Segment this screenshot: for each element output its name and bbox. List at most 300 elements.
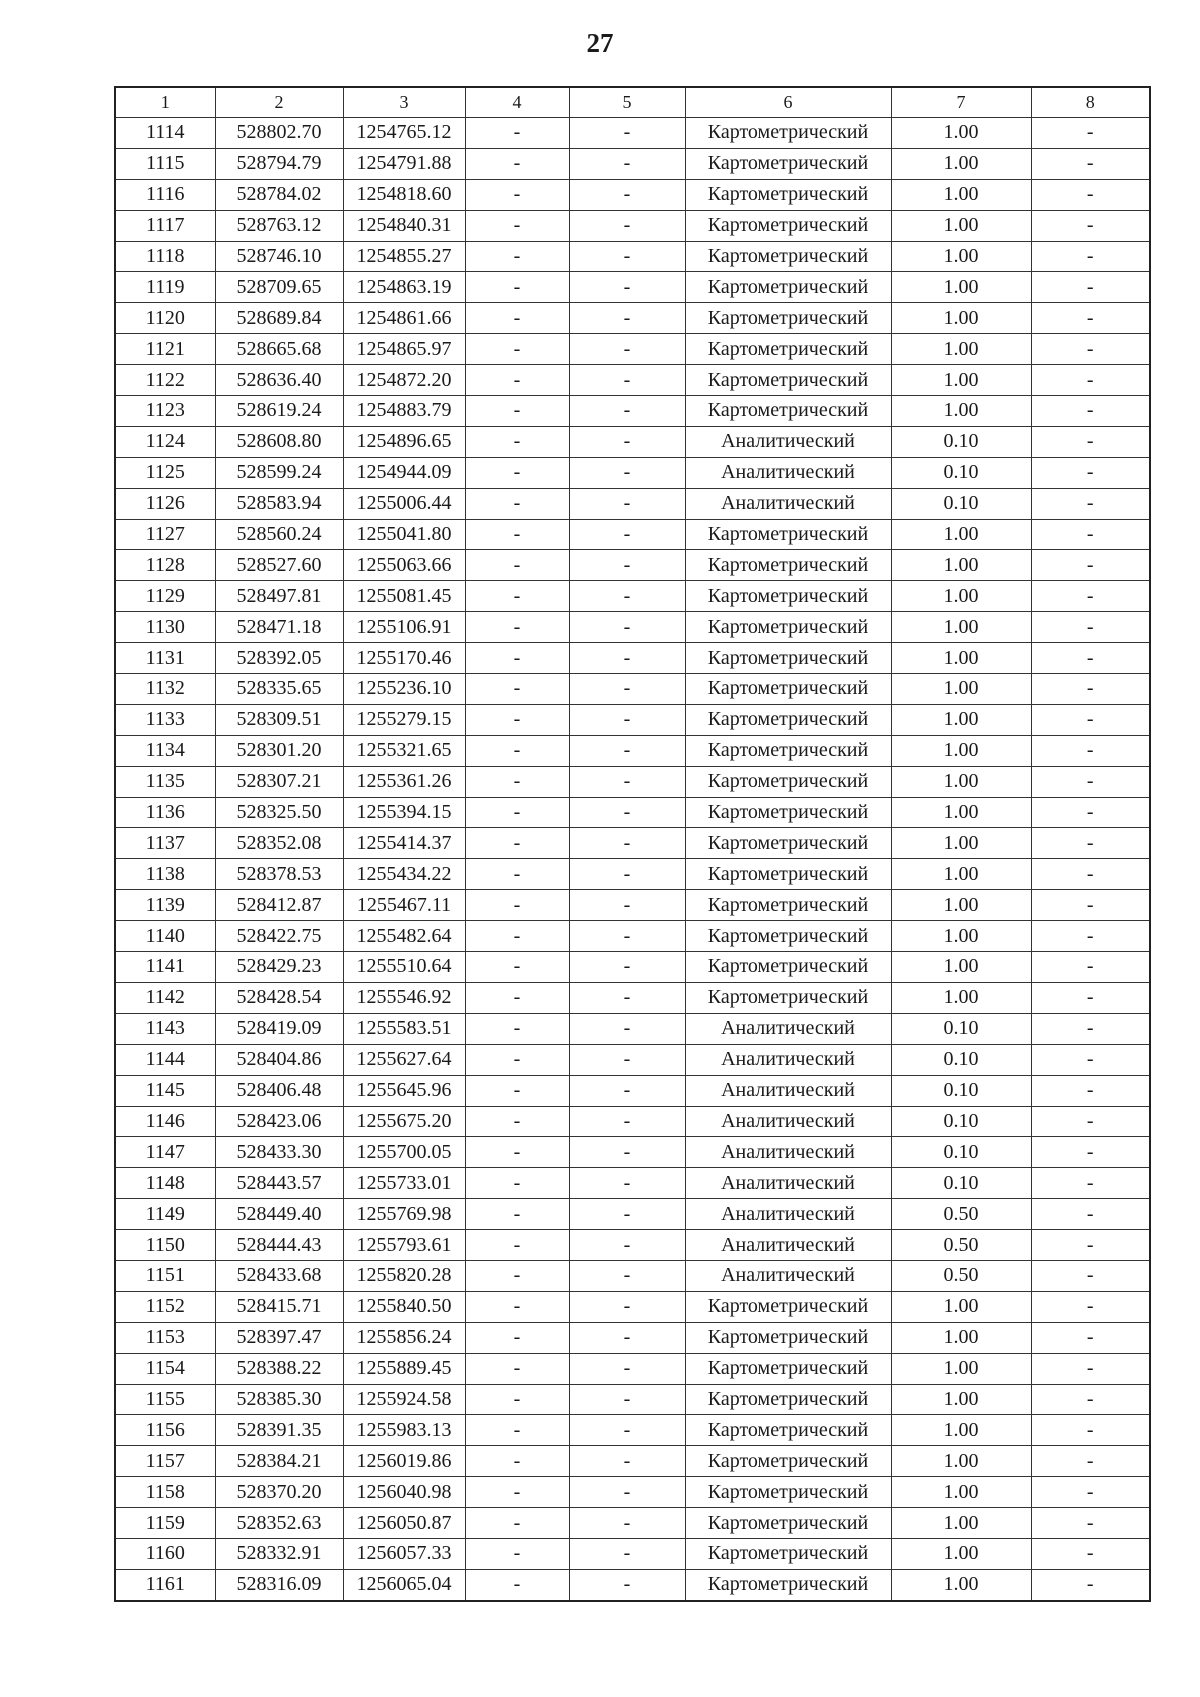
cell-method: Аналитический xyxy=(685,426,891,457)
cell-col-5: - xyxy=(569,148,685,179)
cell-col-8: - xyxy=(1031,1199,1150,1230)
cell-x-coordinate: 528619.24 xyxy=(215,396,343,427)
cell-point-number: 1146 xyxy=(115,1106,215,1137)
cell-col-5: - xyxy=(569,426,685,457)
cell-y-coordinate: 1255793.61 xyxy=(343,1230,465,1261)
cell-y-coordinate: 1254883.79 xyxy=(343,396,465,427)
cell-col-8: - xyxy=(1031,1353,1150,1384)
column-header: 7 xyxy=(891,87,1031,118)
table-row xyxy=(115,1446,1150,1477)
cell-accuracy: 0.10 xyxy=(891,1168,1031,1199)
cell-y-coordinate: 1255840.50 xyxy=(343,1291,465,1322)
cell-col-5: - xyxy=(569,519,685,550)
cell-method: Картометрический xyxy=(685,643,891,674)
cell-col-8: - xyxy=(1031,1415,1150,1446)
cell-y-coordinate: 1255414.37 xyxy=(343,828,465,859)
cell-x-coordinate: 528406.48 xyxy=(215,1075,343,1106)
cell-method: Картометрический xyxy=(685,179,891,210)
cell-point-number: 1115 xyxy=(115,148,215,179)
cell-point-number: 1122 xyxy=(115,365,215,396)
cell-y-coordinate: 1255627.64 xyxy=(343,1044,465,1075)
cell-x-coordinate: 528415.71 xyxy=(215,1291,343,1322)
cell-col-4: - xyxy=(465,1199,569,1230)
cell-accuracy: 1.00 xyxy=(891,797,1031,828)
cell-y-coordinate: 1255510.64 xyxy=(343,952,465,983)
cell-col-5: - xyxy=(569,241,685,272)
cell-x-coordinate: 528412.87 xyxy=(215,890,343,921)
cell-y-coordinate: 1255106.91 xyxy=(343,612,465,643)
table-row xyxy=(115,1260,1150,1291)
cell-method: Картометрический xyxy=(685,396,891,427)
cell-col-5: - xyxy=(569,272,685,303)
cell-point-number: 1114 xyxy=(115,118,215,149)
cell-col-4: - xyxy=(465,1384,569,1415)
cell-col-5: - xyxy=(569,1477,685,1508)
table-row xyxy=(115,704,1150,735)
cell-x-coordinate: 528444.43 xyxy=(215,1230,343,1261)
cell-x-coordinate: 528307.21 xyxy=(215,766,343,797)
table-row xyxy=(115,1384,1150,1415)
cell-col-8: - xyxy=(1031,334,1150,365)
cell-method: Картометрический xyxy=(685,241,891,272)
cell-accuracy: 1.00 xyxy=(891,704,1031,735)
column-header: 4 xyxy=(465,87,569,118)
cell-accuracy: 1.00 xyxy=(891,581,1031,612)
cell-col-8: - xyxy=(1031,488,1150,519)
cell-point-number: 1134 xyxy=(115,735,215,766)
cell-y-coordinate: 1255321.65 xyxy=(343,735,465,766)
cell-accuracy: 1.00 xyxy=(891,210,1031,241)
cell-y-coordinate: 1255236.10 xyxy=(343,674,465,705)
cell-point-number: 1155 xyxy=(115,1384,215,1415)
cell-method: Аналитический xyxy=(685,1199,891,1230)
cell-col-8: - xyxy=(1031,1322,1150,1353)
cell-col-5: - xyxy=(569,1353,685,1384)
cell-col-5: - xyxy=(569,210,685,241)
cell-point-number: 1127 xyxy=(115,519,215,550)
cell-y-coordinate: 1255006.44 xyxy=(343,488,465,519)
cell-method: Картометрический xyxy=(685,334,891,365)
cell-x-coordinate: 528449.40 xyxy=(215,1199,343,1230)
cell-col-4: - xyxy=(465,118,569,149)
cell-x-coordinate: 528385.30 xyxy=(215,1384,343,1415)
cell-col-8: - xyxy=(1031,612,1150,643)
cell-point-number: 1147 xyxy=(115,1137,215,1168)
column-header: 2 xyxy=(215,87,343,118)
cell-col-4: - xyxy=(465,1260,569,1291)
cell-col-8: - xyxy=(1031,797,1150,828)
cell-y-coordinate: 1254855.27 xyxy=(343,241,465,272)
cell-method: Картометрический xyxy=(685,828,891,859)
cell-col-8: - xyxy=(1031,1538,1150,1569)
cell-method: Картометрический xyxy=(685,1384,891,1415)
cell-col-8: - xyxy=(1031,1106,1150,1137)
cell-y-coordinate: 1254861.66 xyxy=(343,303,465,334)
cell-x-coordinate: 528384.21 xyxy=(215,1446,343,1477)
cell-y-coordinate: 1254872.20 xyxy=(343,365,465,396)
cell-col-8: - xyxy=(1031,148,1150,179)
table-row xyxy=(115,1106,1150,1137)
cell-col-4: - xyxy=(465,1353,569,1384)
cell-x-coordinate: 528325.50 xyxy=(215,797,343,828)
cell-col-4: - xyxy=(465,148,569,179)
cell-x-coordinate: 528665.68 xyxy=(215,334,343,365)
cell-x-coordinate: 528332.91 xyxy=(215,1538,343,1569)
cell-col-8: - xyxy=(1031,982,1150,1013)
cell-y-coordinate: 1254865.97 xyxy=(343,334,465,365)
cell-col-8: - xyxy=(1031,1569,1150,1600)
cell-col-8: - xyxy=(1031,365,1150,396)
cell-point-number: 1140 xyxy=(115,921,215,952)
cell-col-4: - xyxy=(465,982,569,1013)
cell-col-8: - xyxy=(1031,890,1150,921)
cell-col-5: - xyxy=(569,643,685,674)
cell-method: Картометрический xyxy=(685,612,891,643)
table-row xyxy=(115,303,1150,334)
cell-col-8: - xyxy=(1031,1477,1150,1508)
table-row xyxy=(115,859,1150,890)
cell-col-4: - xyxy=(465,674,569,705)
cell-accuracy: 1.00 xyxy=(891,241,1031,272)
cell-accuracy: 1.00 xyxy=(891,303,1031,334)
cell-col-8: - xyxy=(1031,396,1150,427)
cell-col-5: - xyxy=(569,612,685,643)
cell-y-coordinate: 1255063.66 xyxy=(343,550,465,581)
table-row xyxy=(115,952,1150,983)
page-number: 27 xyxy=(586,28,614,58)
cell-col-5: - xyxy=(569,550,685,581)
cell-point-number: 1144 xyxy=(115,1044,215,1075)
cell-method: Картометрический xyxy=(685,1322,891,1353)
cell-col-5: - xyxy=(569,1322,685,1353)
cell-col-8: - xyxy=(1031,457,1150,488)
cell-col-8: - xyxy=(1031,735,1150,766)
table-header-row xyxy=(115,87,1150,118)
cell-x-coordinate: 528391.35 xyxy=(215,1415,343,1446)
cell-y-coordinate: 1255583.51 xyxy=(343,1013,465,1044)
cell-x-coordinate: 528352.08 xyxy=(215,828,343,859)
table-row xyxy=(115,241,1150,272)
cell-method: Аналитический xyxy=(685,1075,891,1106)
cell-col-4: - xyxy=(465,735,569,766)
column-header: 3 xyxy=(343,87,465,118)
cell-y-coordinate: 1256050.87 xyxy=(343,1508,465,1539)
cell-col-8: - xyxy=(1031,519,1150,550)
cell-col-4: - xyxy=(465,365,569,396)
cell-x-coordinate: 528763.12 xyxy=(215,210,343,241)
cell-method: Картометрический xyxy=(685,519,891,550)
cell-col-4: - xyxy=(465,890,569,921)
cell-col-8: - xyxy=(1031,118,1150,149)
cell-col-5: - xyxy=(569,704,685,735)
cell-point-number: 1124 xyxy=(115,426,215,457)
cell-col-5: - xyxy=(569,735,685,766)
column-header: 5 xyxy=(569,87,685,118)
table-row xyxy=(115,982,1150,1013)
cell-method: Картометрический xyxy=(685,952,891,983)
cell-y-coordinate: 1256019.86 xyxy=(343,1446,465,1477)
cell-point-number: 1161 xyxy=(115,1569,215,1600)
cell-point-number: 1152 xyxy=(115,1291,215,1322)
cell-x-coordinate: 528560.24 xyxy=(215,519,343,550)
cell-x-coordinate: 528608.80 xyxy=(215,426,343,457)
table-row xyxy=(115,921,1150,952)
cell-y-coordinate: 1256040.98 xyxy=(343,1477,465,1508)
cell-col-4: - xyxy=(465,643,569,674)
cell-method: Картометрический xyxy=(685,766,891,797)
cell-col-4: - xyxy=(465,797,569,828)
table-row xyxy=(115,1415,1150,1446)
cell-accuracy: 0.50 xyxy=(891,1199,1031,1230)
cell-x-coordinate: 528636.40 xyxy=(215,365,343,396)
cell-point-number: 1137 xyxy=(115,828,215,859)
cell-accuracy: 1.00 xyxy=(891,148,1031,179)
cell-col-5: - xyxy=(569,1013,685,1044)
cell-col-8: - xyxy=(1031,1291,1150,1322)
cell-col-5: - xyxy=(569,1538,685,1569)
coordinates-table xyxy=(114,86,1151,1602)
cell-method: Картометрический xyxy=(685,797,891,828)
cell-col-5: - xyxy=(569,179,685,210)
cell-y-coordinate: 1255081.45 xyxy=(343,581,465,612)
table-row xyxy=(115,612,1150,643)
cell-col-5: - xyxy=(569,303,685,334)
cell-method: Аналитический xyxy=(685,1106,891,1137)
cell-y-coordinate: 1255733.01 xyxy=(343,1168,465,1199)
cell-col-5: - xyxy=(569,1260,685,1291)
cell-point-number: 1118 xyxy=(115,241,215,272)
cell-y-coordinate: 1254840.31 xyxy=(343,210,465,241)
table-row xyxy=(115,1075,1150,1106)
cell-x-coordinate: 528443.57 xyxy=(215,1168,343,1199)
cell-col-5: - xyxy=(569,1230,685,1261)
cell-point-number: 1141 xyxy=(115,952,215,983)
cell-point-number: 1160 xyxy=(115,1538,215,1569)
cell-method: Аналитический xyxy=(685,1168,891,1199)
table-row xyxy=(115,1168,1150,1199)
cell-x-coordinate: 528433.30 xyxy=(215,1137,343,1168)
cell-point-number: 1117 xyxy=(115,210,215,241)
cell-col-5: - xyxy=(569,766,685,797)
cell-method: Картометрический xyxy=(685,303,891,334)
cell-point-number: 1145 xyxy=(115,1075,215,1106)
cell-x-coordinate: 528428.54 xyxy=(215,982,343,1013)
cell-y-coordinate: 1254863.19 xyxy=(343,272,465,303)
cell-x-coordinate: 528378.53 xyxy=(215,859,343,890)
cell-x-coordinate: 528527.60 xyxy=(215,550,343,581)
table-row xyxy=(115,1137,1150,1168)
table-row xyxy=(115,890,1150,921)
cell-method: Картометрический xyxy=(685,365,891,396)
cell-y-coordinate: 1254791.88 xyxy=(343,148,465,179)
cell-method: Картометрический xyxy=(685,1508,891,1539)
cell-col-5: - xyxy=(569,396,685,427)
table-row xyxy=(115,735,1150,766)
cell-col-4: - xyxy=(465,1168,569,1199)
cell-y-coordinate: 1254896.65 xyxy=(343,426,465,457)
cell-accuracy: 1.00 xyxy=(891,179,1031,210)
cell-x-coordinate: 528309.51 xyxy=(215,704,343,735)
cell-x-coordinate: 528423.06 xyxy=(215,1106,343,1137)
cell-col-5: - xyxy=(569,1291,685,1322)
cell-x-coordinate: 528370.20 xyxy=(215,1477,343,1508)
cell-accuracy: 1.00 xyxy=(891,1353,1031,1384)
cell-x-coordinate: 528746.10 xyxy=(215,241,343,272)
cell-method: Картометрический xyxy=(685,735,891,766)
cell-y-coordinate: 1254944.09 xyxy=(343,457,465,488)
cell-y-coordinate: 1255279.15 xyxy=(343,704,465,735)
cell-col-5: - xyxy=(569,1106,685,1137)
cell-method: Картометрический xyxy=(685,1446,891,1477)
cell-y-coordinate: 1255467.11 xyxy=(343,890,465,921)
cell-col-5: - xyxy=(569,488,685,519)
cell-point-number: 1149 xyxy=(115,1199,215,1230)
cell-col-5: - xyxy=(569,334,685,365)
cell-point-number: 1119 xyxy=(115,272,215,303)
cell-method: Аналитический xyxy=(685,1137,891,1168)
cell-y-coordinate: 1255675.20 xyxy=(343,1106,465,1137)
cell-point-number: 1116 xyxy=(115,179,215,210)
cell-y-coordinate: 1255361.26 xyxy=(343,766,465,797)
cell-method: Аналитический xyxy=(685,1044,891,1075)
table-row xyxy=(115,1199,1150,1230)
cell-accuracy: 1.00 xyxy=(891,674,1031,705)
cell-col-4: - xyxy=(465,828,569,859)
cell-method: Картометрический xyxy=(685,118,891,149)
table-row xyxy=(115,1291,1150,1322)
cell-col-5: - xyxy=(569,1137,685,1168)
cell-col-5: - xyxy=(569,982,685,1013)
cell-col-8: - xyxy=(1031,921,1150,952)
cell-method: Картометрический xyxy=(685,1569,891,1600)
cell-col-5: - xyxy=(569,1508,685,1539)
cell-accuracy: 0.10 xyxy=(891,1137,1031,1168)
cell-point-number: 1138 xyxy=(115,859,215,890)
cell-col-5: - xyxy=(569,674,685,705)
cell-x-coordinate: 528497.81 xyxy=(215,581,343,612)
cell-method: Картометрический xyxy=(685,272,891,303)
cell-x-coordinate: 528689.84 xyxy=(215,303,343,334)
cell-col-4: - xyxy=(465,179,569,210)
cell-col-8: - xyxy=(1031,1508,1150,1539)
cell-accuracy: 1.00 xyxy=(891,1538,1031,1569)
cell-y-coordinate: 1256057.33 xyxy=(343,1538,465,1569)
cell-y-coordinate: 1255434.22 xyxy=(343,859,465,890)
table-row xyxy=(115,1569,1150,1600)
cell-method: Аналитический xyxy=(685,1013,891,1044)
table-row xyxy=(115,1044,1150,1075)
cell-accuracy: 0.10 xyxy=(891,1044,1031,1075)
cell-point-number: 1136 xyxy=(115,797,215,828)
cell-y-coordinate: 1254818.60 xyxy=(343,179,465,210)
cell-method: Картометрический xyxy=(685,581,891,612)
table-row xyxy=(115,396,1150,427)
cell-col-4: - xyxy=(465,519,569,550)
table-row xyxy=(115,1230,1150,1261)
table-row xyxy=(115,1322,1150,1353)
cell-col-8: - xyxy=(1031,1260,1150,1291)
cell-col-8: - xyxy=(1031,1075,1150,1106)
cell-accuracy: 1.00 xyxy=(891,1291,1031,1322)
cell-col-5: - xyxy=(569,1415,685,1446)
cell-point-number: 1128 xyxy=(115,550,215,581)
cell-col-8: - xyxy=(1031,1168,1150,1199)
table-row xyxy=(115,1477,1150,1508)
cell-accuracy: 0.50 xyxy=(891,1230,1031,1261)
cell-x-coordinate: 528709.65 xyxy=(215,272,343,303)
cell-method: Картометрический xyxy=(685,148,891,179)
cell-y-coordinate: 1255700.05 xyxy=(343,1137,465,1168)
cell-point-number: 1121 xyxy=(115,334,215,365)
cell-point-number: 1139 xyxy=(115,890,215,921)
cell-accuracy: 1.00 xyxy=(891,1477,1031,1508)
cell-accuracy: 1.00 xyxy=(891,952,1031,983)
table-row xyxy=(115,210,1150,241)
cell-x-coordinate: 528388.22 xyxy=(215,1353,343,1384)
cell-y-coordinate: 1254765.12 xyxy=(343,118,465,149)
cell-col-4: - xyxy=(465,1415,569,1446)
cell-y-coordinate: 1255645.96 xyxy=(343,1075,465,1106)
table-row xyxy=(115,488,1150,519)
table-row xyxy=(115,334,1150,365)
cell-y-coordinate: 1255820.28 xyxy=(343,1260,465,1291)
cell-col-4: - xyxy=(465,272,569,303)
cell-x-coordinate: 528794.79 xyxy=(215,148,343,179)
table-row xyxy=(115,828,1150,859)
cell-x-coordinate: 528419.09 xyxy=(215,1013,343,1044)
cell-method: Картометрический xyxy=(685,1353,891,1384)
cell-col-8: - xyxy=(1031,1044,1150,1075)
cell-col-4: - xyxy=(465,550,569,581)
cell-col-5: - xyxy=(569,797,685,828)
cell-x-coordinate: 528422.75 xyxy=(215,921,343,952)
cell-y-coordinate: 1255924.58 xyxy=(343,1384,465,1415)
cell-y-coordinate: 1255769.98 xyxy=(343,1199,465,1230)
cell-accuracy: 1.00 xyxy=(891,766,1031,797)
cell-accuracy: 1.00 xyxy=(891,1322,1031,1353)
cell-x-coordinate: 528316.09 xyxy=(215,1569,343,1600)
cell-col-5: - xyxy=(569,1044,685,1075)
cell-col-8: - xyxy=(1031,1384,1150,1415)
table-row xyxy=(115,1508,1150,1539)
cell-col-4: - xyxy=(465,1230,569,1261)
table-row xyxy=(115,118,1150,149)
cell-method: Картометрический xyxy=(685,1477,891,1508)
cell-method: Картометрический xyxy=(685,550,891,581)
cell-accuracy: 0.10 xyxy=(891,1075,1031,1106)
cell-x-coordinate: 528301.20 xyxy=(215,735,343,766)
cell-y-coordinate: 1255482.64 xyxy=(343,921,465,952)
cell-point-number: 1133 xyxy=(115,704,215,735)
cell-col-4: - xyxy=(465,1075,569,1106)
cell-method: Аналитический xyxy=(685,1260,891,1291)
cell-col-5: - xyxy=(569,1199,685,1230)
cell-y-coordinate: 1255041.80 xyxy=(343,519,465,550)
cell-point-number: 1156 xyxy=(115,1415,215,1446)
cell-col-5: - xyxy=(569,1168,685,1199)
cell-col-4: - xyxy=(465,210,569,241)
cell-col-4: - xyxy=(465,241,569,272)
cell-point-number: 1131 xyxy=(115,643,215,674)
cell-col-4: - xyxy=(465,334,569,365)
cell-x-coordinate: 528433.68 xyxy=(215,1260,343,1291)
cell-accuracy: 1.00 xyxy=(891,735,1031,766)
cell-col-8: - xyxy=(1031,272,1150,303)
cell-col-5: - xyxy=(569,952,685,983)
cell-col-5: - xyxy=(569,365,685,396)
cell-col-8: - xyxy=(1031,704,1150,735)
cell-col-4: - xyxy=(465,952,569,983)
